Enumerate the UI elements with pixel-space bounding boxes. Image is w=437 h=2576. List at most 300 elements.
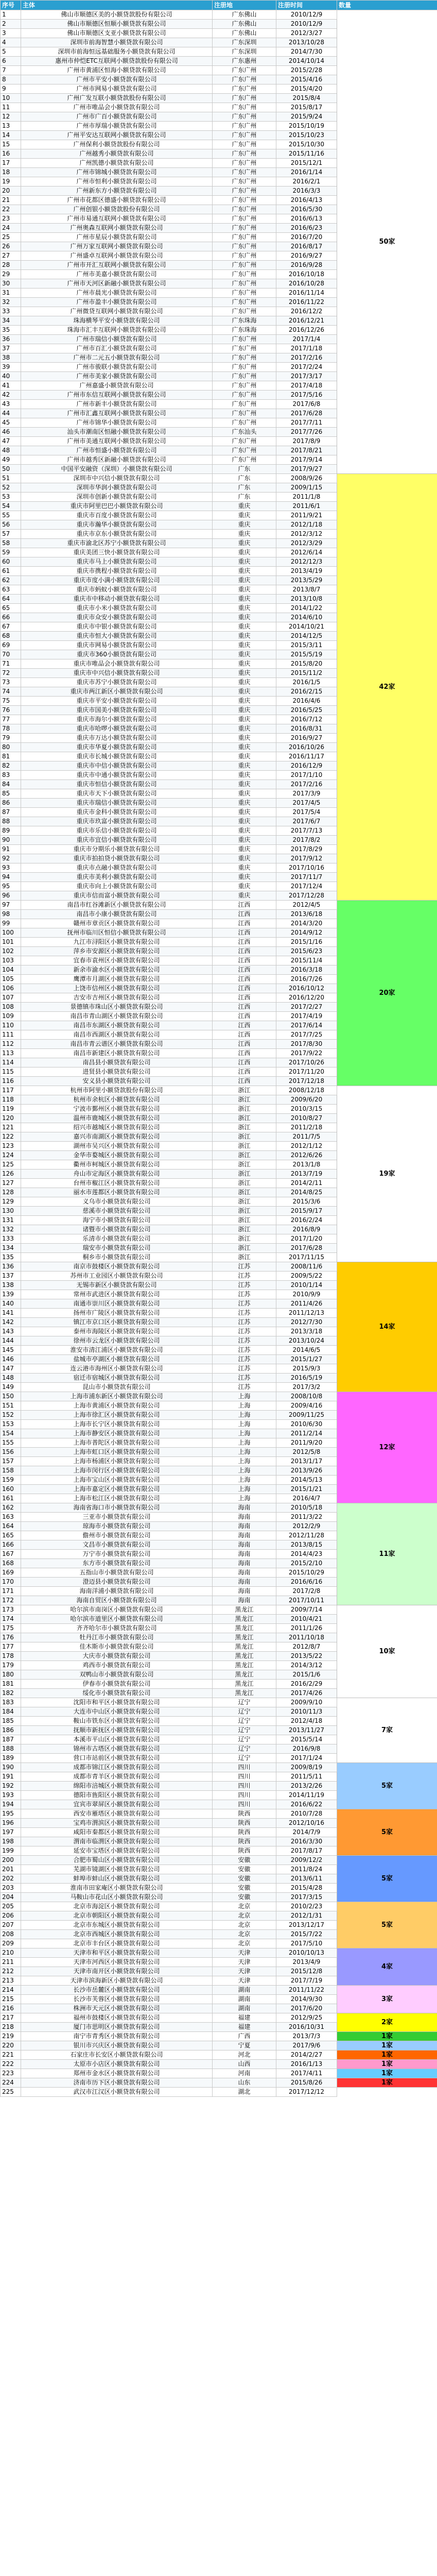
cell-entity: 深圳市创新小额贷款有限公司 — [21, 493, 213, 502]
cell-index: 56 — [1, 520, 21, 530]
cell-index: 16 — [1, 149, 21, 159]
cell-index: 193 — [1, 1791, 21, 1800]
cell-region: 广东广州 — [213, 112, 276, 122]
cell-entity: 芜湖市镜湖区小额贷款有限公司 — [21, 1865, 213, 1874]
group-count-cell: 1家 — [337, 2041, 437, 2050]
cell-entity: 营口市站前区小额贷款有限公司 — [21, 1754, 213, 1763]
cell-date: 2011/1/8 — [276, 493, 337, 502]
cell-date: 2017/1/18 — [276, 344, 337, 353]
cell-date: 2012/6/26 — [276, 1151, 337, 1160]
cell-index: 171 — [1, 1587, 21, 1596]
cell-region: 广东广州 — [213, 353, 276, 363]
cell-index: 128 — [1, 1188, 21, 1197]
cell-entity: 赣州市章贡区小额贷款有限公司 — [21, 919, 213, 928]
cell-region: 广东广州 — [213, 122, 276, 131]
cell-entity: 广州凯德小额贷款有限公司 — [21, 159, 213, 168]
cell-index: 107 — [1, 993, 21, 1003]
cell-entity: 重庆市众安小额贷款有限公司 — [21, 613, 213, 622]
cell-region: 黑龙江 — [213, 1624, 276, 1633]
cell-date: 2016/8/31 — [276, 724, 337, 734]
cell-entity: 鹰潭市月湖区小额贷款有限公司 — [21, 975, 213, 984]
cell-index: 95 — [1, 882, 21, 891]
cell-index: 5 — [1, 47, 21, 57]
cell-date: 2015/12/1 — [276, 159, 337, 168]
cell-region: 广东广州 — [213, 66, 276, 75]
cell-date: 2013/8/7 — [276, 585, 337, 595]
cell-index: 4 — [1, 38, 21, 47]
cell-index: 91 — [1, 845, 21, 854]
cell-entity: 广州广发互联小额贷款股份有限公司 — [21, 94, 213, 103]
cell-region: 江西 — [213, 938, 276, 947]
cell-index: 24 — [1, 224, 21, 233]
cell-region: 江苏 — [213, 1262, 276, 1272]
cell-index: 10 — [1, 94, 21, 103]
cell-index: 215 — [1, 1995, 21, 2004]
cell-index: 225 — [1, 2088, 21, 2097]
cell-entity: 珠海市汇丰互联网小额贷款有限公司 — [21, 326, 213, 335]
cell-region: 福建 — [213, 2023, 276, 2032]
cell-index: 216 — [1, 2004, 21, 2013]
cell-date: 2015/11/4 — [276, 956, 337, 965]
cell-index: 212 — [1, 1967, 21, 1976]
cell-index: 94 — [1, 873, 21, 882]
cell-index: 200 — [1, 1856, 21, 1865]
cell-region: 广东广州 — [213, 149, 276, 159]
cell-index: 222 — [1, 2060, 21, 2069]
cell-date: 2009/12/2 — [276, 1856, 337, 1865]
cell-date: 2015/8/17 — [276, 103, 337, 112]
cell-region: 广东广州 — [213, 224, 276, 233]
cell-entity: 萍乡市安源区小额贷款有限公司 — [21, 947, 213, 956]
cell-index: 124 — [1, 1151, 21, 1160]
cell-entity: 澄迈县小额贷款有限公司 — [21, 1578, 213, 1587]
cell-entity: 南昌县小额贷款有限公司 — [21, 1058, 213, 1067]
group-count-cell: 1家 — [337, 2078, 437, 2088]
cell-entity: 广州市锦城小额贷款有限公司 — [21, 168, 213, 177]
cell-region: 重庆 — [213, 715, 276, 724]
cell-region: 广东广州 — [213, 437, 276, 446]
cell-region: 广东广州 — [213, 168, 276, 177]
cell-index: 115 — [1, 1067, 21, 1077]
cell-date: 2010/8/27 — [276, 1114, 337, 1123]
cell-region: 黑龙江 — [213, 1680, 276, 1689]
cell-index: 148 — [1, 1374, 21, 1383]
cell-entity: 鸡西市小额贷款有限公司 — [21, 1661, 213, 1670]
cell-entity: 重庆市渝北区苏宁小额贷款有限公司 — [21, 539, 213, 548]
cell-region: 重庆 — [213, 548, 276, 557]
cell-region: 广东深圳 — [213, 47, 276, 57]
header-entity: 主体 — [21, 1, 213, 10]
cell-date: 2017/3/17 — [276, 372, 337, 381]
cell-index: 36 — [1, 335, 21, 344]
cell-date: 2014/8/25 — [276, 1188, 337, 1197]
table-row — [1, 474, 437, 483]
cell-region: 重庆 — [213, 817, 276, 826]
cell-index: 177 — [1, 1642, 21, 1652]
cell-index: 153 — [1, 1420, 21, 1429]
cell-entity: 重庆市京东小额贷款有限公司 — [21, 530, 213, 539]
cell-date: 2015/1/21 — [276, 1485, 337, 1494]
cell-region: 安徽 — [213, 1874, 276, 1884]
cell-region: 上海 — [213, 1448, 276, 1457]
cell-region: 重庆 — [213, 595, 276, 604]
cell-date: 2017/10/26 — [276, 1058, 337, 1067]
cell-date: 2014/11/19 — [276, 1791, 337, 1800]
cell-date: 2015/10/23 — [276, 131, 337, 140]
group-count-cell: 7家 — [337, 1698, 437, 1763]
cell-index: 104 — [1, 965, 21, 975]
cell-index: 66 — [1, 613, 21, 622]
cell-date: 2017/1/24 — [276, 1754, 337, 1763]
cell-entity: 延安市宝塔区小额贷款有限公司 — [21, 1846, 213, 1856]
cell-region: 辽宁 — [213, 1754, 276, 1763]
cell-date: 2013/7/3 — [276, 2032, 337, 2041]
cell-entity: 广州嘉盛小额贷款有限公司 — [21, 381, 213, 391]
cell-region: 江西 — [213, 1040, 276, 1049]
cell-entity: 东方市小额贷款有限公司 — [21, 1559, 213, 1568]
cell-index: 155 — [1, 1438, 21, 1448]
cell-date: 2012/5/8 — [276, 1448, 337, 1457]
cell-entity: 义乌市小额贷款有限公司 — [21, 1197, 213, 1207]
cell-index: 188 — [1, 1744, 21, 1754]
cell-index: 203 — [1, 1884, 21, 1893]
cell-date: 2017/2/24 — [276, 363, 337, 372]
cell-entity: 长沙市芙蓉区小额贷款有限公司 — [21, 1995, 213, 2004]
cell-date: 2016/9/27 — [276, 251, 337, 261]
cell-date: 2015/5/14 — [276, 1735, 337, 1744]
cell-date: 2011/3/22 — [276, 1513, 337, 1522]
cell-region: 广东广州 — [213, 159, 276, 168]
cell-entity: 深圳市前海恒远基础服务小额贷款有限公司 — [21, 47, 213, 57]
cell-date: 2016/3/3 — [276, 187, 337, 196]
cell-entity: 广州市汇鑫互联网小额贷款有限公司 — [21, 409, 213, 418]
cell-region: 浙江 — [213, 1086, 276, 1095]
cell-region: 江苏 — [213, 1336, 276, 1346]
cell-entity: 重庆市马上小额贷款有限公司 — [21, 557, 213, 567]
cell-index: 59 — [1, 548, 21, 557]
cell-date: 2011/2/14 — [276, 1429, 337, 1438]
cell-region: 陕西 — [213, 1828, 276, 1837]
cell-index: 120 — [1, 1114, 21, 1123]
cell-date: 2016/10/26 — [276, 743, 337, 752]
cell-region: 广东广州 — [213, 344, 276, 353]
cell-date: 2015/1/27 — [276, 1355, 337, 1364]
cell-entity: 镇江市京口区小额贷款有限公司 — [21, 1318, 213, 1327]
cell-entity: 南通市崇川区小额贷款有限公司 — [21, 1299, 213, 1309]
cell-entity: 广州市东信互联网小额贷款有限公司 — [21, 391, 213, 400]
cell-entity: 淮安市清江浦区小额贷款有限公司 — [21, 1346, 213, 1355]
cell-region: 重庆 — [213, 557, 276, 567]
cell-region: 江西 — [213, 965, 276, 975]
cell-region: 重庆 — [213, 826, 276, 836]
cell-entity: 新余市渝水区小额贷款有限公司 — [21, 965, 213, 975]
cell-entity: 苏州市工业园区小额贷款有限公司 — [21, 1272, 213, 1281]
cell-date: 2015/10/29 — [276, 1568, 337, 1578]
table-row — [1, 1698, 437, 1707]
cell-entity: 厦门市思明区小额贷款有限公司 — [21, 2023, 213, 2032]
cell-entity: 广州越秀小额贷款有限公司 — [21, 149, 213, 159]
cell-entity: 重庆美团三快小额贷款有限公司 — [21, 548, 213, 557]
table-row — [1, 2078, 437, 2088]
cell-date: 2017/10/11 — [276, 1596, 337, 1605]
cell-index: 13 — [1, 122, 21, 131]
cell-date: 2012/6/14 — [276, 548, 337, 557]
cell-entity: 广州市越秀区新融小额贷款有限公司 — [21, 455, 213, 465]
cell-entity: 广州市瑞信小额贷款有限公司 — [21, 335, 213, 344]
cell-index: 194 — [1, 1800, 21, 1809]
cell-index: 111 — [1, 1030, 21, 1040]
cell-region: 北京 — [213, 1921, 276, 1930]
cell-index: 179 — [1, 1661, 21, 1670]
cell-date: 2017/12/12 — [276, 2088, 337, 2097]
cell-index: 7 — [1, 66, 21, 75]
cell-date: 2011/9/21 — [276, 511, 337, 520]
cell-entity: 广州市开汇互联网小额贷款有限公司 — [21, 261, 213, 270]
cell-entity: 重庆市信而富小额贷款有限公司 — [21, 891, 213, 901]
cell-entity: 广州市平安小额贷款有限公司 — [21, 75, 213, 84]
cell-region: 重庆 — [213, 863, 276, 873]
cell-date: 2016/5/25 — [276, 706, 337, 715]
cell-region: 浙江 — [213, 1142, 276, 1151]
cell-date: 2017/9/22 — [276, 1049, 337, 1058]
cell-date: 2017/4/19 — [276, 1012, 337, 1021]
cell-entity: 广州市二元五小额贷款有限公司 — [21, 353, 213, 363]
cell-entity: 重庆市华夏小额贷款有限公司 — [21, 743, 213, 752]
cell-region: 广西 — [213, 2032, 276, 2041]
cell-entity: 成都市锦江区小额贷款有限公司 — [21, 1763, 213, 1772]
cell-index: 135 — [1, 1253, 21, 1262]
cell-date: 2010/12/9 — [276, 10, 337, 20]
cell-region: 重庆 — [213, 520, 276, 530]
cell-entity: 广州市厚瑞小额贷款有限公司 — [21, 122, 213, 131]
cell-entity: 上海市嘉定区小额贷款有限公司 — [21, 1485, 213, 1494]
cell-index: 15 — [1, 140, 21, 149]
cell-index: 112 — [1, 1040, 21, 1049]
cell-index: 181 — [1, 1680, 21, 1689]
cell-entity: 台州市椒江区小额贷款有限公司 — [21, 1179, 213, 1188]
cell-date: 2013/5/22 — [276, 1652, 337, 1661]
cell-index: 108 — [1, 1003, 21, 1012]
cell-region: 重庆 — [213, 622, 276, 632]
cell-date: 2017/12/18 — [276, 1077, 337, 1086]
cell-entity: 北京市朝阳区小额贷款有限公司 — [21, 1911, 213, 1921]
cell-region: 海南 — [213, 1513, 276, 1522]
cell-index: 220 — [1, 2041, 21, 2050]
cell-entity: 抚州市临川区恒信小额贷款有限公司 — [21, 928, 213, 938]
cell-region: 浙江 — [213, 1105, 276, 1114]
cell-date: 2014/3/12 — [276, 1661, 337, 1670]
cell-index: 72 — [1, 669, 21, 678]
cell-region: 重庆 — [213, 706, 276, 715]
cell-date: 2017/3/15 — [276, 1893, 337, 1902]
cell-date: 2016/4/7 — [276, 1494, 337, 1503]
cell-entity: 重庆市阿里巴巴小额贷款有限公司 — [21, 502, 213, 511]
cell-date: 2014/5/13 — [276, 1476, 337, 1485]
cell-index: 3 — [1, 29, 21, 38]
cell-date: 2017/10/16 — [276, 863, 337, 873]
cell-region: 海南 — [213, 1550, 276, 1559]
cell-region: 黑龙江 — [213, 1689, 276, 1698]
cell-index: 85 — [1, 789, 21, 799]
cell-index: 134 — [1, 1244, 21, 1253]
cell-entity: 重庆市玖富小额贷款有限公司 — [21, 817, 213, 826]
cell-index: 219 — [1, 2032, 21, 2041]
cell-date: 2014/6/10 — [276, 613, 337, 622]
cell-date: 2017/11/15 — [276, 1253, 337, 1262]
cell-date: 2015/3/11 — [276, 641, 337, 650]
cell-entity: 海南自贸区小额贷款有限公司 — [21, 1596, 213, 1605]
cell-index: 63 — [1, 585, 21, 595]
cell-date: 2014/9/12 — [276, 928, 337, 938]
cell-date: 2013/4/9 — [276, 1958, 337, 1967]
cell-index: 172 — [1, 1596, 21, 1605]
cell-index: 27 — [1, 251, 21, 261]
header-count: 数量 — [337, 1, 437, 10]
cell-region: 上海 — [213, 1420, 276, 1429]
cell-entity: 深圳市华润小额贷款有限公司 — [21, 483, 213, 493]
group-count-cell: 14家 — [337, 1262, 437, 1392]
cell-date: 2016/8/17 — [276, 242, 337, 251]
cell-region: 湖南 — [213, 2004, 276, 2013]
cell-region: 江苏 — [213, 1355, 276, 1364]
table-body — [1, 10, 437, 2097]
cell-region: 江苏 — [213, 1299, 276, 1309]
cell-region: 湖南 — [213, 1986, 276, 1995]
cell-entity: 重庆市度小满小额贷款有限公司 — [21, 576, 213, 585]
cell-index: 182 — [1, 1689, 21, 1698]
cell-region: 浙江 — [213, 1207, 276, 1216]
cell-entity: 本溪市平山区小额贷款有限公司 — [21, 1735, 213, 1744]
cell-entity: 进贤县小额贷款有限公司 — [21, 1067, 213, 1077]
cell-date: 2008/12/18 — [276, 1086, 337, 1095]
cell-entity: 淮南市田家庵区小额贷款有限公司 — [21, 1884, 213, 1893]
cell-entity: 泰州市海陵区小额贷款有限公司 — [21, 1327, 213, 1336]
cell-entity: 衢州市柯城区小额贷款有限公司 — [21, 1160, 213, 1170]
cell-entity: 大庆市小额贷款有限公司 — [21, 1652, 213, 1661]
cell-date: 2017/7/26 — [276, 428, 337, 437]
cell-region: 上海 — [213, 1438, 276, 1448]
cell-date: 2017/5/16 — [276, 391, 337, 400]
cell-date: 2017/2/16 — [276, 780, 337, 789]
table-row — [1, 1503, 437, 1513]
cell-date: 2015/2/28 — [276, 66, 337, 75]
cell-entity: 海宁市小额贷款有限公司 — [21, 1216, 213, 1225]
cell-index: 9 — [1, 84, 21, 94]
header-index: 序号 — [1, 1, 21, 10]
cell-entity: 重庆市中银小额贷款有限公司 — [21, 622, 213, 632]
table-header-row — [1, 1, 437, 10]
cell-entity: 文昌市小额贷款有限公司 — [21, 1540, 213, 1550]
cell-entity: 蚌埠市蚌山区小额贷款有限公司 — [21, 1874, 213, 1884]
group-count-cell: 19家 — [337, 1086, 437, 1262]
cell-entity: 马鞍山市花山区小额贷款有限公司 — [21, 1893, 213, 1902]
cell-date: 2016/8/9 — [276, 1225, 337, 1234]
cell-entity: 宜宾市翠屏区小额贷款有限公司 — [21, 1800, 213, 1809]
cell-entity: 南昌市新建区小额贷款有限公司 — [21, 1049, 213, 1058]
cell-entity: 深圳市中兴信小额贷款有限公司 — [21, 474, 213, 483]
cell-date: 2016/12/26 — [276, 326, 337, 335]
cell-region: 辽宁 — [213, 1707, 276, 1717]
cell-region: 福建 — [213, 2013, 276, 2023]
cell-index: 17 — [1, 159, 21, 168]
cell-date: 2016/10/18 — [276, 270, 337, 279]
cell-date: 2013/10/28 — [276, 38, 337, 47]
cell-index: 145 — [1, 1346, 21, 1355]
cell-date: 2011/10/18 — [276, 1633, 337, 1642]
cell-entity: 宜春市袁州区小额贷款有限公司 — [21, 956, 213, 965]
cell-date: 2016/9/8 — [276, 1744, 337, 1754]
table-row — [1, 1986, 437, 1995]
cell-date: 2014/10/21 — [276, 622, 337, 632]
cell-index: 76 — [1, 706, 21, 715]
cell-entity: 五指山市小额贷款有限公司 — [21, 1568, 213, 1578]
cell-entity: 天津市河西区小额贷款有限公司 — [21, 1958, 213, 1967]
cell-region: 重庆 — [213, 604, 276, 613]
cell-date: 2015/4/16 — [276, 75, 337, 84]
cell-region: 重庆 — [213, 502, 276, 511]
cell-date: 2017/4/5 — [276, 799, 337, 808]
cell-date: 2009/4/16 — [276, 1401, 337, 1411]
cell-entity: 沈阳市和平区小额贷款有限公司 — [21, 1698, 213, 1707]
cell-region: 广东广州 — [213, 261, 276, 270]
table-row — [1, 1763, 437, 1772]
group-count-cell: 20家 — [337, 901, 437, 1086]
cell-entity: 天津市南开区小额贷款有限公司 — [21, 1967, 213, 1976]
cell-region: 四川 — [213, 1791, 276, 1800]
cell-entity: 上海市闵行区小额贷款有限公司 — [21, 1466, 213, 1476]
cell-region: 江苏 — [213, 1346, 276, 1355]
table-row — [1, 1262, 437, 1272]
cell-region: 广东广州 — [213, 400, 276, 409]
cell-region: 湖南 — [213, 1995, 276, 2004]
cell-date: 2013/1/8 — [276, 1160, 337, 1170]
cell-entity: 上海市普陀区小额贷款有限公司 — [21, 1438, 213, 1448]
cell-region: 广东惠州 — [213, 57, 276, 66]
group-count-cell: 11家 — [337, 1503, 437, 1605]
cell-index: 147 — [1, 1364, 21, 1374]
cell-entity: 重庆市苏宁小额贷款有限公司 — [21, 678, 213, 687]
cell-region: 浙江 — [213, 1151, 276, 1160]
cell-index: 164 — [1, 1522, 21, 1531]
cell-date: 2015/11/2 — [276, 669, 337, 678]
cell-date: 2017/7/11 — [276, 418, 337, 428]
cell-index: 98 — [1, 910, 21, 919]
cell-region: 广东广州 — [213, 391, 276, 400]
cell-entity: 汕头市潮南区恒融小额贷款有限公司 — [21, 428, 213, 437]
cell-date: 2016/12/20 — [276, 993, 337, 1003]
cell-index: 114 — [1, 1058, 21, 1067]
cell-region: 广东广州 — [213, 187, 276, 196]
cell-index: 6 — [1, 57, 21, 66]
cell-entity: 广州市美嘉小额贷款有限公司 — [21, 270, 213, 279]
cell-entity: 常州市武进区小额贷款有限公司 — [21, 1290, 213, 1299]
cell-entity: 上海市徐汇区小额贷款有限公司 — [21, 1411, 213, 1420]
cell-region: 广东广州 — [213, 381, 276, 391]
cell-entity: 重庆市唯品会小额贷款有限公司 — [21, 659, 213, 669]
cell-region: 上海 — [213, 1392, 276, 1401]
cell-index: 45 — [1, 418, 21, 428]
cell-date: 2014/6/5 — [276, 1346, 337, 1355]
cell-date: 2012/1/12 — [276, 1142, 337, 1151]
cell-region: 广东深圳 — [213, 38, 276, 47]
cell-date: 2012/7/30 — [276, 1318, 337, 1327]
cell-entity: 抚顺市新抚区小额贷款有限公司 — [21, 1726, 213, 1735]
cell-region: 江苏 — [213, 1272, 276, 1281]
cell-region: 浙江 — [213, 1234, 276, 1244]
cell-index: 122 — [1, 1132, 21, 1142]
cell-region: 上海 — [213, 1476, 276, 1485]
group-count-cell: 50家 — [337, 10, 437, 474]
